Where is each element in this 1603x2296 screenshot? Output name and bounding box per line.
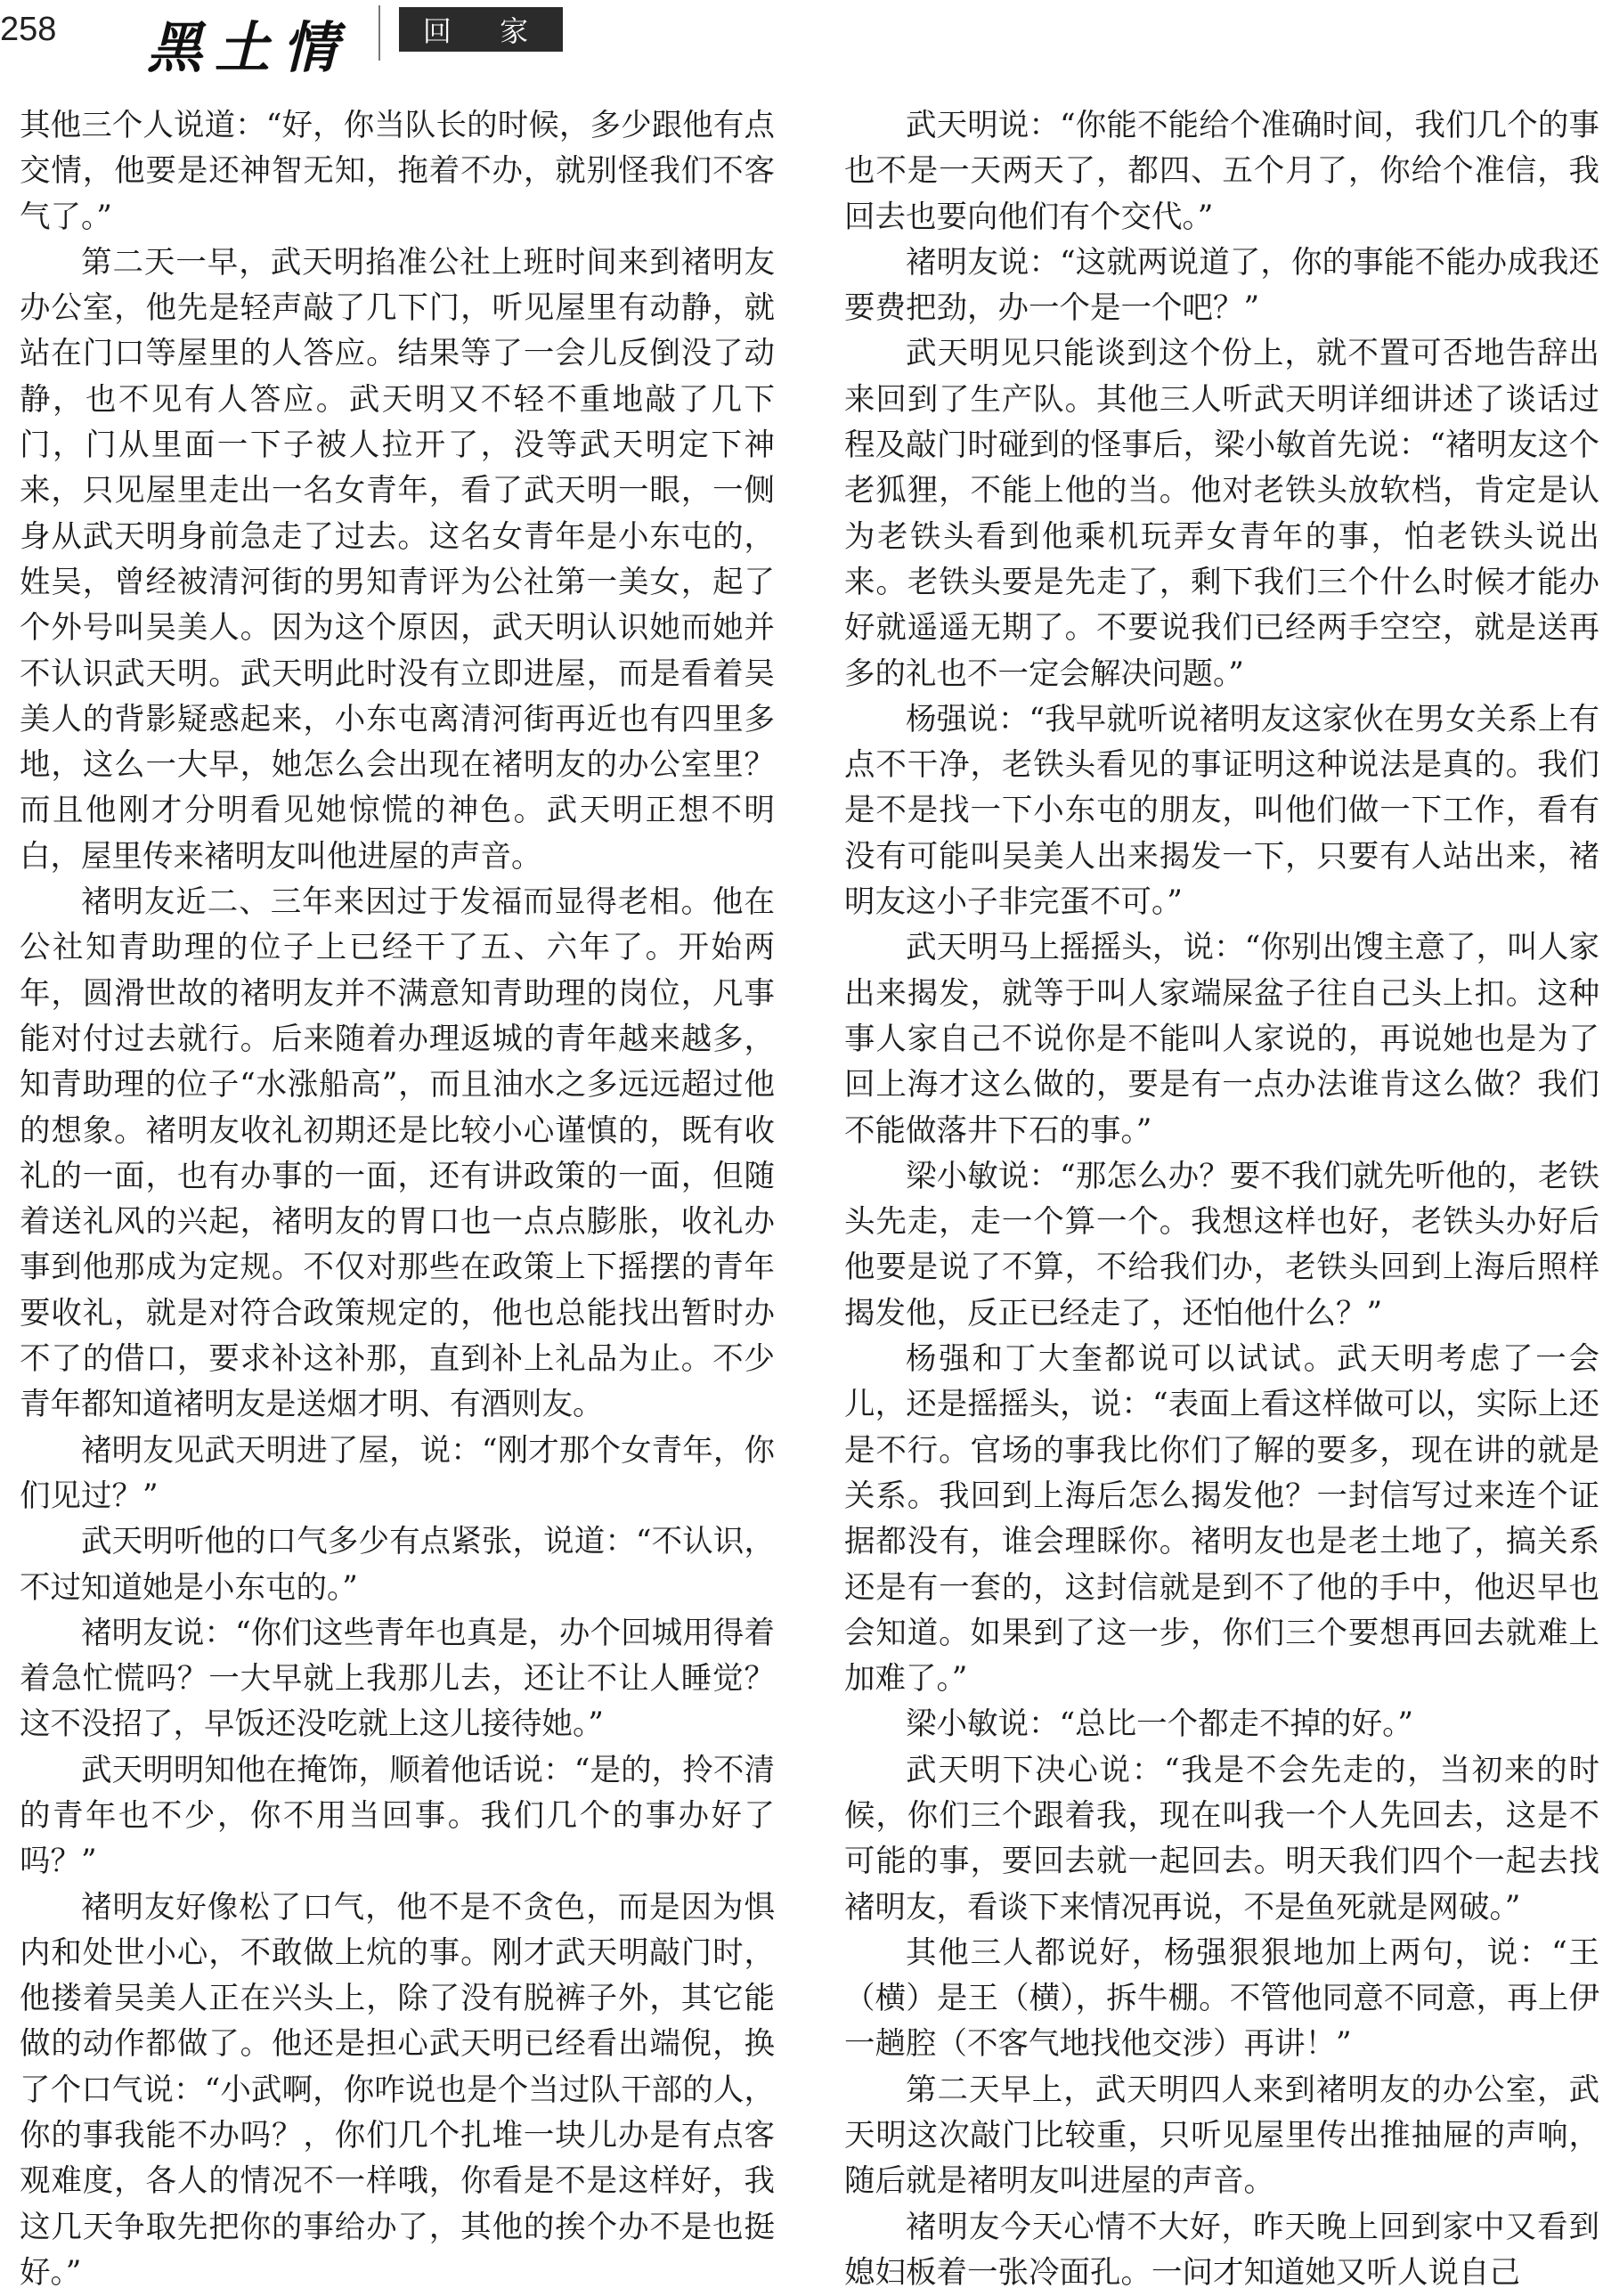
header-divider — [378, 5, 380, 61]
paragraph: 褚明友见武天明进了屋，说：“刚才那个女青年，你们见过？” — [20, 1432, 775, 1514]
paragraph: 褚明友好像松了口气，他不是不贪色，而是因为惧内和处世小心，不敢做上炕的事。刚才武天明敲门时，他搂着吴美人正在兴头上，除了没有脱裤子外，其它能做的动作都做了。他还是担心武天明已经看出端倪，换了个口气说：“小武啊，你咋说也是个当过队干部的人，你的事我能不办吗？，你们几个扎堆一块儿办是有点客观难度，各人的情况不一样哦，你看是不是这样好，我这几天争取先把你的事给办了，其他的挨个办不是也挺好。” — [20, 1889, 775, 2291]
page-header — [0, 0, 1603, 80]
magazine-name: 黑土情 — [147, 15, 351, 80]
paragraph: 杨强说：“我早就听说褚明友这家伙在男女关系上有点不干净，老铁头看见的事证明这种说法是真的。我们是不是找一下小东屯的朋友，叫他们做一下工作，看有没有可能叫吴美人出来揭发一下，只要有人站出来，褚明友这小子非完蛋不可。” — [844, 701, 1599, 921]
right-column — [844, 103, 1599, 2296]
paragraph: 褚明友说：“这就两说道了，你的事能不能办成我还要费把劲，办一个是一个吧？” — [844, 244, 1599, 327]
page-number: 258 — [0, 11, 57, 48]
paragraph: 武天明见只能谈到这个份上，就不置可否地告辞出来回到了生产队。其他三人听武天明详细讲述了谈话过程及敲门时碰到的怪事后，梁小敏首先说：“褚明友这个老狐狸，不能上他的当。他对老铁头放软档，肯定是认为老铁头看到他乘机玩弄女青年的事，怕老铁头说出来。老铁头要是先走了，剩下我们三个什么时候才能办好就遥遥无期了。不要说我们已经两手空空，就是送再多的礼也不一定会解决问题。” — [844, 336, 1599, 692]
paragraph: 梁小敏说：“那怎么办？要不我们就先听他的，老铁头先走，走一个算一个。我想这样也好，老铁头办好后他要是说了不算，不给我们办，老铁头回到上海后照样揭发他，反正已经走了，还怕他什么？” — [844, 1158, 1599, 1331]
paragraph: 其他三个人说道：“好，你当队长的时候，多少跟他有点交情，他要是还神智无知，拖着不办，就别怪我们不客气了。” — [20, 108, 775, 235]
paragraph: 褚明友说：“你们这些青年也真是，办个回城用得着着急忙慌吗？一大早就上我那儿去，还让不让人睡觉？这不没招了，早饭还没吃就上这儿接待她。” — [20, 1615, 775, 1743]
paragraph: 杨强和丁大奎都说可以试试。武天明考虑了一会儿，还是摇摇头，说：“表面上看这样做可以，实际上还是不行。官场的事我比你们了解的要多，现在讲的就是关系。我回到上海后怎么揭发他？一封信写过来连个证据都没有，谁会理睬你。褚明友也是老土地了，搞关系还是有一套的，这封信就是到不了他的手中，他迟早也会知道。如果到了这一步，你们三个要想再回去就难上加难了。” — [844, 1341, 1599, 1698]
paragraph: 梁小敏说：“总比一个都走不掉的好。” — [906, 1706, 1414, 1743]
paragraph: 褚明友今天心情不大好，昨天晚上回到家中又看到媳妇板着一张冷面孔。一问才知道她又听人说自己 — [844, 2209, 1599, 2291]
paragraph: 武天明说：“你能不能给个准确时间，我们几个的事也不是一天两天了，都四、五个月了，你给个准信，我回去也要向他们有个交代。” — [844, 108, 1599, 235]
paragraph: 其他三人都说好，杨强狠狠地加上两句，说：“王（横）是王（横），拆牛棚。不管他同意不同意，再上伊一趟腔（不客气地找他交涉）再讲！” — [844, 1934, 1599, 2063]
left-column — [20, 103, 775, 2296]
paragraph: 武天明马上摇摇头，说：“你别出馊主意了，叫人家出来揭发，就等于叫人家端屎盆子往自己头上扣。这种事人家自己不说你是不能叫人家说的，再说她也是为了回上海才这么做的，要是有一点办法谁肯这么做？我们不能做落井下石的事。” — [844, 930, 1599, 1149]
paragraph: 武天明明知他在掩饰，顺着他话说：“是的，拎不清的青年也不少，你不用当回事。我们几个的事办好了吗？” — [20, 1752, 775, 1880]
paragraph: 武天明下决心说：“我是不会先走的，当初来的时候，你们三个跟着我，现在叫我一个人先回去，这是不可能的事，要回去就一起回去。明天我们四个一起去找褚明友，看谈下来情况再说，不是鱼死就是网破。” — [844, 1752, 1599, 1926]
paragraph: 武天明听他的口气多少有点紧张，说道：“不认识，不过知道她是小东屯的。” — [20, 1524, 775, 1606]
paragraph: 第二天早上，武天明四人来到褚明友的办公室，武天明这次敲门比较重，只听见屋里传出推抽屉的声响，随后就是褚明友叫进屋的声音。 — [844, 2072, 1599, 2200]
paragraph: 褚明友近二、三年来因过于发福而显得老相。他在公社知青助理的位子上已经干了五、六年了。开始两年，圆滑世故的褚明友并不满意知青助理的岗位，凡事能对付过去就行。后来随着办理返城的青年越来越多，知青助理的位子“水涨船高”，而且油水之多远远超过他的想象。褚明友收礼初期还是比较小心谨慎的，既有收礼的一面，也有办事的一面，还有讲政策的一面，但随着送礼风的兴起，褚明友的胃口也一点点膨胀，收礼办事到他那成为定规。不仅对那些在政策上下摇摆的青年要收礼，就是对符合政策规定的，他也总能找出暂时办不了的借口，要求补这补那，直到补上礼品为止。不少青年都知道褚明友是送烟才明、有酒则友。 — [20, 884, 775, 1423]
section-label: 回 家 — [399, 7, 563, 52]
paragraph: 第二天一早，武天明掐准公社上班时间来到褚明友办公室，他先是轻声敲了几下门，听见屋里有动静，就站在门口等屋里的人答应。结果等了一会儿反倒没了动静，也不见有人答应。武天明又不轻不重地敲了几下门，门从里面一下子被人拉开了，没等武天明定下神来，只见屋里走出一名女青年，看了武天明一眼，一侧身从武天明身前急走了过去。这名女青年是小东屯的，姓吴，曾经被清河街的男知青评为公社第一美女，起了个外号叫吴美人。因为这个原因，武天明认识她而她并不认识武天明。武天明此时没有立即进屋，而是看着吴美人的背影疑惑起来，小东屯离清河街再近也有四里多地，这么一大早，她怎么会出现在褚明友的办公室里？而且他刚才分明看见她惊慌的神色。武天明正想不明白，屋里传来褚明友叫他进屋的声音。 — [20, 244, 775, 875]
